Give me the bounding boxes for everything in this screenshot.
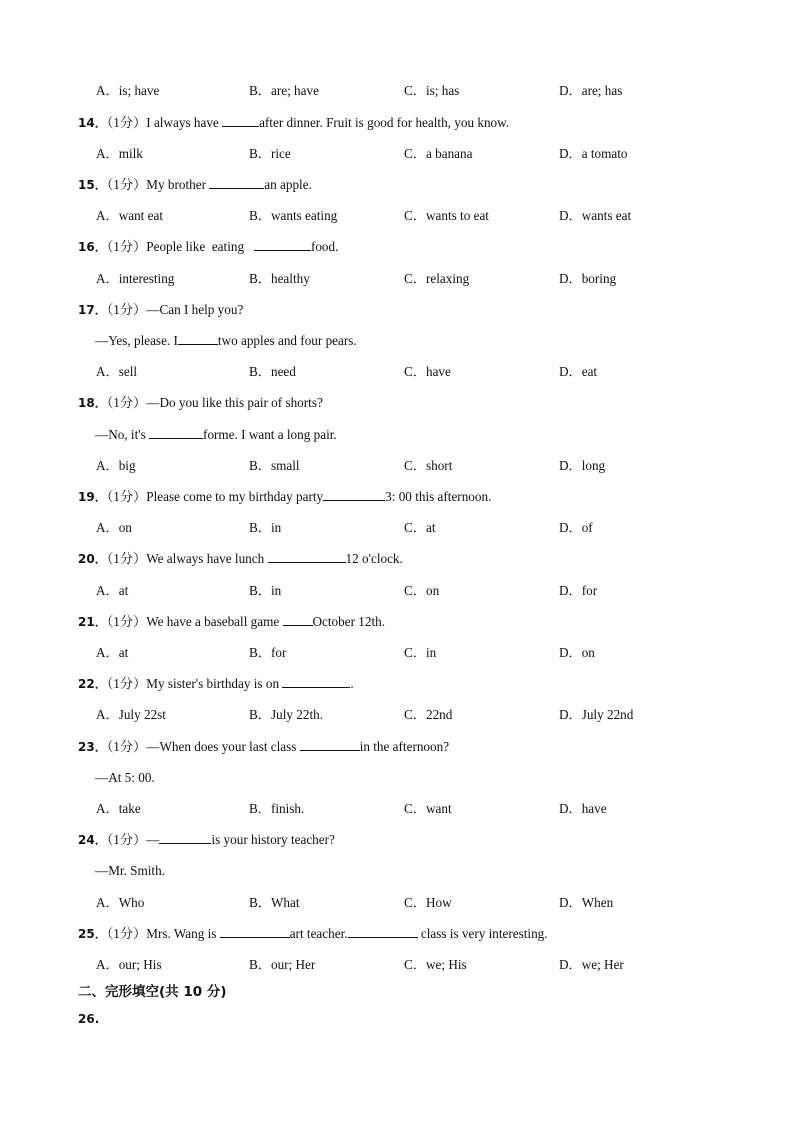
q23-option-a: A．take bbox=[96, 801, 141, 816]
question-17 bbox=[78, 301, 243, 319]
answer-blank bbox=[323, 488, 385, 501]
question-number: 16． bbox=[78, 240, 107, 254]
answer-blank bbox=[283, 613, 313, 626]
q17-option-d: D．eat bbox=[559, 364, 598, 379]
question-15 bbox=[78, 176, 312, 194]
q17-option-b: B．need bbox=[249, 364, 296, 379]
q14-option-d: D．a tomato bbox=[559, 146, 628, 161]
q17-option-a: A．sell bbox=[96, 364, 138, 379]
question-text: — bbox=[146, 832, 160, 847]
q24-option-a: A．Who bbox=[96, 895, 145, 910]
section-2-title: 二、完形填空(共 10 分) bbox=[78, 984, 227, 1000]
answer-blank bbox=[282, 675, 350, 688]
question-score: （1分） bbox=[106, 239, 147, 254]
question-text: We always have lunch bbox=[146, 551, 268, 566]
question-text-rest: forme. I want a long pair. bbox=[203, 427, 337, 442]
question-text: —Yes, please. I bbox=[95, 333, 178, 348]
question-21 bbox=[78, 613, 385, 631]
answer-blank bbox=[178, 332, 218, 345]
question-number: 14． bbox=[78, 116, 107, 130]
q16-option-d: D．boring bbox=[559, 271, 617, 286]
question-number: 15． bbox=[78, 178, 107, 192]
question-number: 23． bbox=[78, 740, 107, 754]
q25-option-b: B．our; Her bbox=[249, 957, 316, 972]
q23-option-b: B．finish. bbox=[249, 801, 305, 816]
q22-option-a: A．July 22st bbox=[96, 707, 166, 722]
q24-option-d: D．When bbox=[559, 895, 614, 910]
question-22 bbox=[78, 675, 354, 693]
q19-option-b: B．in bbox=[249, 520, 282, 535]
answer-blank bbox=[348, 925, 418, 938]
question-score: （1分） bbox=[106, 115, 147, 130]
answer-blank bbox=[159, 831, 211, 844]
question-text-rest: two apples and four pears. bbox=[217, 333, 357, 348]
question-text: —No, it's bbox=[95, 427, 150, 442]
q19-option-c: C．at bbox=[404, 520, 436, 535]
question-text: People like eating bbox=[146, 239, 254, 254]
q15-option-b: B．wants eating bbox=[249, 208, 338, 223]
question-text: —Can I help you? bbox=[146, 302, 244, 317]
q15-option-a: A．want eat bbox=[96, 208, 164, 223]
question-text: I always have bbox=[146, 115, 223, 130]
q19-option-a: A．on bbox=[96, 520, 132, 535]
question-14 bbox=[78, 114, 509, 132]
question-text: Please come to my birthday party bbox=[146, 489, 324, 504]
question-25 bbox=[78, 925, 548, 943]
question-text-rest: an apple. bbox=[264, 177, 312, 192]
question-score: （1分） bbox=[106, 551, 147, 566]
q22-option-c: C．22nd bbox=[404, 707, 453, 722]
q13-option-c: C．is; has bbox=[404, 83, 460, 98]
answer-blank bbox=[149, 426, 203, 439]
question-20 bbox=[78, 550, 403, 568]
question-score: （1分） bbox=[106, 614, 147, 629]
q16-option-c: C．relaxing bbox=[404, 271, 470, 286]
question-score: （1分） bbox=[106, 489, 147, 504]
q20-option-b: B．in bbox=[249, 583, 282, 598]
question-text-rest: food. bbox=[310, 239, 339, 254]
q25-option-d: D．we; Her bbox=[559, 957, 624, 972]
question-23-line2: —At 5: 00. bbox=[95, 770, 155, 785]
q14-option-b: B．rice bbox=[249, 146, 291, 161]
question-number: 18． bbox=[78, 396, 107, 410]
q16-option-a: A．interesting bbox=[96, 271, 175, 286]
q14-option-a: A．milk bbox=[96, 146, 143, 161]
answer-blank bbox=[209, 176, 264, 189]
question-26-number: 26. bbox=[78, 1012, 100, 1026]
q18-option-a: A．big bbox=[96, 458, 136, 473]
question-score: （1分） bbox=[106, 832, 147, 847]
answer-blank bbox=[222, 114, 259, 127]
q18-option-b: B．small bbox=[249, 458, 300, 473]
q24-option-b: B．What bbox=[249, 895, 300, 910]
q25-option-a: A．our; His bbox=[96, 957, 162, 972]
q13-option-a: A．is; have bbox=[96, 83, 160, 98]
question-text-rest: in the afternoon? bbox=[359, 739, 450, 754]
q21-option-a: A．at bbox=[96, 645, 129, 660]
q18-option-c: C．short bbox=[404, 458, 453, 473]
question-number: 22． bbox=[78, 677, 107, 691]
q15-option-d: D．wants eat bbox=[559, 208, 632, 223]
q18-option-d: D．long bbox=[559, 458, 606, 473]
q22-option-d: D．July 22nd bbox=[559, 707, 634, 722]
question-24 bbox=[78, 831, 335, 849]
q22-option-b: B．July 22th. bbox=[249, 707, 324, 722]
q17-option-c: C．have bbox=[404, 364, 451, 379]
question-text-mid: art teacher. bbox=[289, 926, 348, 941]
q20-option-d: D．for bbox=[559, 583, 598, 598]
question-number: 25． bbox=[78, 927, 107, 941]
question-text: We have a baseball game bbox=[146, 614, 283, 629]
question-text-rest: 12 o'clock. bbox=[345, 551, 403, 566]
question-text-rest: class is very interesting. bbox=[417, 926, 548, 941]
question-score: （1分） bbox=[106, 676, 147, 691]
question-18-line2 bbox=[95, 426, 337, 444]
answer-blank bbox=[254, 238, 311, 251]
question-16 bbox=[78, 238, 338, 256]
q13-option-b: B．are; have bbox=[249, 83, 319, 98]
question-17-line2 bbox=[95, 332, 357, 350]
question-number: 24． bbox=[78, 833, 107, 847]
question-score: （1分） bbox=[106, 926, 147, 941]
q15-option-c: C．wants to eat bbox=[404, 208, 489, 223]
answer-blank bbox=[220, 925, 290, 938]
q20-option-c: C．on bbox=[404, 583, 440, 598]
q25-option-c: C．we; His bbox=[404, 957, 467, 972]
question-19 bbox=[78, 488, 491, 506]
q23-option-c: C．want bbox=[404, 801, 452, 816]
q13-option-d: D．are; has bbox=[559, 83, 623, 98]
question-text-rest: is your history teacher? bbox=[211, 832, 335, 847]
question-text-rest: October 12th. bbox=[312, 614, 386, 629]
q19-option-d: D．of bbox=[559, 520, 593, 535]
q21-option-b: B．for bbox=[249, 645, 287, 660]
question-text: —When does your last class bbox=[146, 739, 300, 754]
question-text: My sister's birthday is on bbox=[146, 676, 283, 691]
question-score: （1分） bbox=[106, 177, 147, 192]
q24-option-c: C．How bbox=[404, 895, 452, 910]
question-number: 17． bbox=[78, 303, 107, 317]
question-text: —Do you like this pair of shorts? bbox=[146, 395, 323, 410]
question-score: （1分） bbox=[106, 395, 147, 410]
question-number: 20． bbox=[78, 552, 107, 566]
q21-option-d: D．on bbox=[559, 645, 595, 660]
question-text: My brother bbox=[146, 177, 210, 192]
question-text-rest: 3: 00 this afternoon. bbox=[385, 489, 492, 504]
q14-option-c: C．a banana bbox=[404, 146, 473, 161]
answer-blank bbox=[300, 738, 360, 751]
question-score: （1分） bbox=[106, 302, 147, 317]
question-23 bbox=[78, 738, 449, 756]
q23-option-d: D．have bbox=[559, 801, 607, 816]
question-text-rest: after dinner. Fruit is good for health, you know. bbox=[259, 115, 510, 130]
question-number: 19． bbox=[78, 490, 107, 504]
q20-option-a: A．at bbox=[96, 583, 129, 598]
question-text-rest: . bbox=[350, 676, 354, 691]
question-18 bbox=[78, 394, 323, 412]
q16-option-b: B．healthy bbox=[249, 271, 310, 286]
answer-blank bbox=[268, 550, 346, 563]
question-number: 21． bbox=[78, 615, 107, 629]
question-score: （1分） bbox=[106, 739, 147, 754]
question-text: Mrs. Wang is bbox=[146, 926, 220, 941]
q21-option-c: C．in bbox=[404, 645, 437, 660]
question-24-line2: —Mr. Smith. bbox=[95, 863, 165, 878]
